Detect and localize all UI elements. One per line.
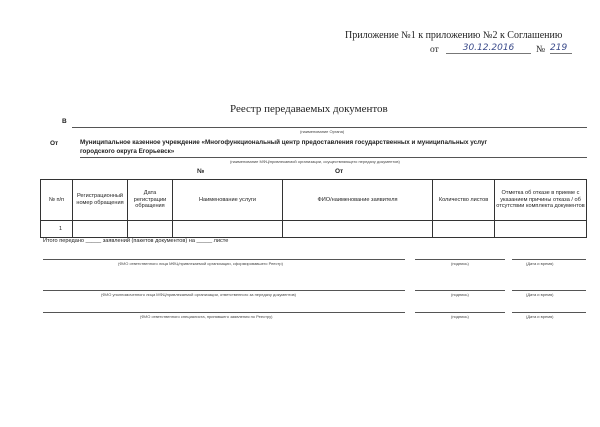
signature-name-line: [43, 259, 405, 260]
appendix-number-value: 219: [550, 43, 572, 54]
table-cell: [495, 221, 587, 238]
to-underline: [72, 127, 587, 128]
register-title: Реестр передаваемых документов: [230, 103, 388, 115]
table-cell: [173, 221, 283, 238]
table-header-row: [41, 180, 587, 221]
signature-sign-caption: (подпись): [451, 261, 469, 266]
table-cell: [433, 221, 495, 238]
from-caption: (наименование МФЦ/привлекаемой организации, осуществляющего передачу документов): [230, 159, 400, 164]
signature-name-caption: (ФИО уполномоченного лица МФЦ/привлекаемой организации, ответственного за передачу документов): [101, 292, 296, 297]
from-label: От: [50, 140, 59, 147]
signature-date-line: [512, 290, 586, 291]
signature-name-line: [43, 290, 405, 291]
signature-date-caption: (Дата и время): [526, 261, 554, 266]
column-header: Наименование услуги: [173, 180, 283, 221]
table-cell: 1: [41, 221, 73, 238]
register-number-label: №: [197, 168, 205, 175]
column-header: № п/п: [41, 180, 73, 221]
to-caption: (наименование Органа): [300, 129, 345, 134]
appendix-number-label: №: [536, 45, 546, 55]
table-row: [41, 221, 587, 238]
register-date-label: От: [335, 168, 344, 175]
signature-sign-line: [415, 259, 505, 260]
appendix-date-value: 30.12.2016: [446, 43, 531, 54]
signature-name-caption: (ФИО ответственного лица МФЦ/привлекаемой организации, сформировавшего Реестр): [118, 261, 283, 266]
signature-sign-caption: (подпись): [451, 292, 469, 297]
column-header: ФИО/наименование заявителя: [283, 180, 433, 221]
to-label: В: [62, 118, 67, 125]
table-cell: [73, 221, 128, 238]
signature-name-line: [43, 312, 405, 313]
column-header: Регистрационный номер обращения: [73, 180, 128, 221]
signature-date-caption: (Дата и время): [526, 314, 554, 319]
from-organization-line2: городского округа Егорьевск»: [80, 148, 175, 155]
signature-name-caption: (ФИО ответственного специалиста, принявшего заявления по Реестру): [140, 314, 273, 319]
signature-date-caption: (Дата и время): [526, 292, 554, 297]
documents-table: [40, 179, 587, 238]
appendix-title: Приложение №1 к приложению №2 к Соглашению: [345, 30, 563, 41]
signature-date-line: [512, 259, 586, 260]
total-line: Итого передано _____ заявлений (пакетов документов) на _____ листе: [43, 238, 229, 244]
table-cell: [283, 221, 433, 238]
signature-sign-line: [415, 312, 505, 313]
column-header: Отметка об отказе в приеме с указанием причины отказа / об отсутствии комплекта документов: [495, 180, 587, 221]
appendix-date-label: от: [430, 45, 439, 55]
column-header: Количество листов: [433, 180, 495, 221]
from-underline: [80, 157, 587, 158]
signature-sign-line: [415, 290, 505, 291]
from-organization-line1: Муниципальное казенное учреждение «Многофункциональный центр предоставления государственных и муниципальных услуг: [80, 139, 488, 146]
signature-date-line: [512, 312, 586, 313]
column-header: Дата регистрации обращения: [128, 180, 173, 221]
signature-sign-caption: (подпись): [451, 314, 469, 319]
table-cell: [128, 221, 173, 238]
